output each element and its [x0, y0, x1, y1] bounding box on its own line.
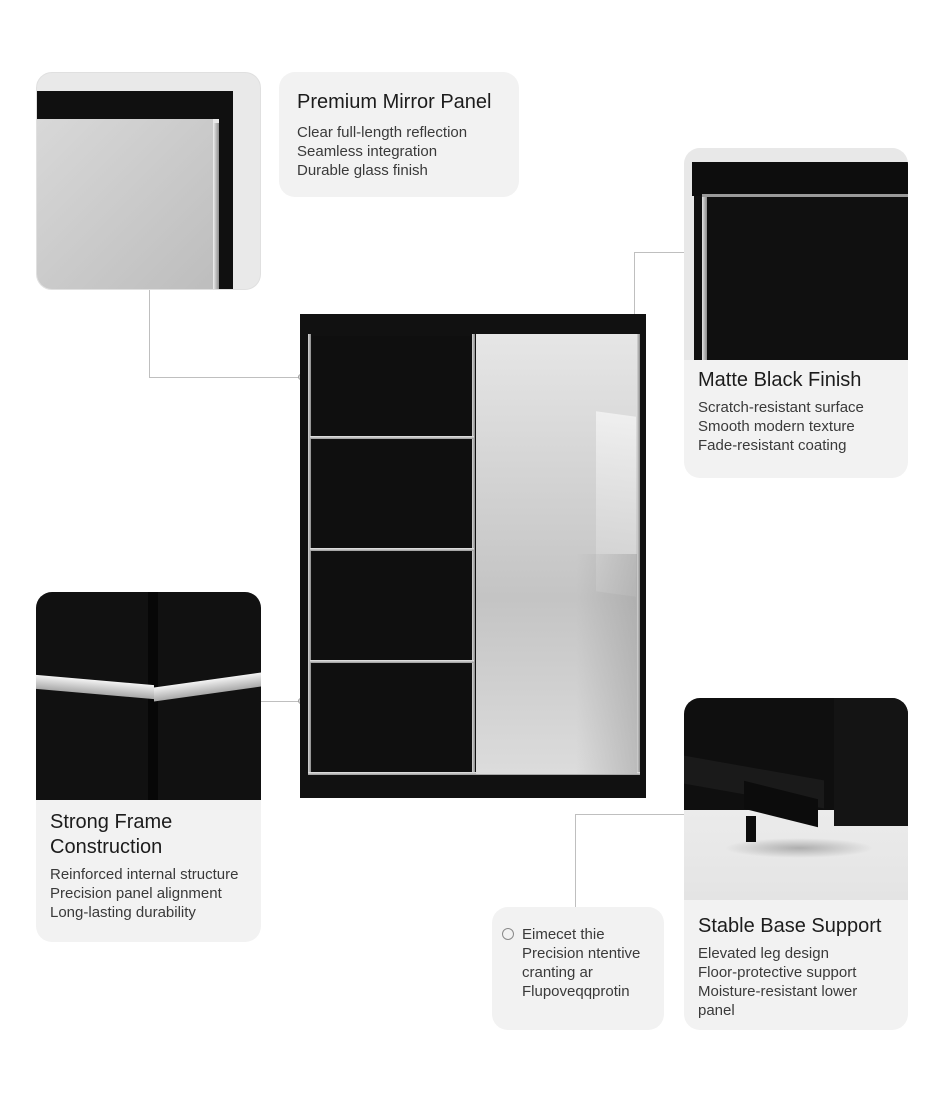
strong-frame-title-line-2: Construction [50, 836, 163, 858]
wardrobe-product [300, 314, 646, 798]
precision-line-3: cranting ar [522, 964, 593, 981]
wardrobe-mirror-door [476, 334, 637, 774]
stable-base-cabinet-edge [834, 698, 908, 826]
connector-mirror-vertical [149, 289, 150, 377]
wardrobe-rail-h-2 [310, 548, 474, 551]
mirror-closeup-top-frame [37, 91, 233, 119]
connector-frame-horizontal [260, 701, 300, 702]
precision-line-4: Flupoveqqprotin [522, 983, 630, 1000]
matte-black-closeup-image [684, 148, 908, 360]
mirror-panel-line-2: Seamless integration [297, 143, 438, 160]
matte-black-rail [702, 196, 707, 360]
precision-line-1: Eimecet thie [522, 926, 605, 943]
matte-black-line-1: Scratch-resistant surface [698, 399, 864, 416]
matte-black-panel [694, 196, 908, 360]
wardrobe-panel-1 [312, 336, 472, 436]
mirror-panel-line-1: Clear full-length reflection [297, 124, 468, 141]
strong-frame-closeup-image [36, 592, 261, 800]
wardrobe-rail-h-3 [310, 660, 474, 663]
stable-base-title: Stable Base Support [698, 915, 882, 937]
mirror-reflection-shadow [576, 554, 637, 774]
stable-base-closeup-image [684, 698, 908, 900]
connector-matte-horizontal [634, 252, 686, 253]
matte-black-top-frame [692, 162, 908, 196]
matte-black-line-2: Smooth modern texture [698, 418, 855, 435]
strong-frame-line-1: Reinforced internal structure [50, 866, 239, 883]
stable-base-shadow [724, 838, 874, 858]
mirror-closeup-card [36, 72, 261, 290]
wardrobe-panel-4 [312, 664, 472, 772]
precision-card [492, 907, 664, 1030]
connector-base-horizontal [575, 814, 685, 815]
strong-frame-card [36, 592, 261, 942]
strong-frame-rail-right [154, 672, 261, 701]
circle-outline-icon [502, 928, 514, 940]
wardrobe-left-rail [308, 334, 311, 774]
wardrobe-rail-h-1 [310, 436, 474, 439]
wardrobe-right-rail [637, 334, 640, 774]
connector-matte-vertical [634, 252, 635, 320]
matte-black-rail-top [702, 194, 908, 197]
connector-mirror-horizontal [149, 377, 299, 378]
mirror-closeup-rail [213, 123, 219, 290]
precision-line-2: Precision ntentive [522, 945, 641, 962]
stable-base-line-2: Floor-protective support [698, 964, 857, 981]
wardrobe-panel-3 [312, 552, 472, 660]
stable-base-card [684, 698, 908, 1030]
strong-frame-line-2: Precision panel alignment [50, 885, 222, 902]
mirror-panel-line-3: Durable glass finish [297, 162, 428, 179]
wardrobe-middle-rail [472, 334, 475, 774]
strong-frame-line-3: Long-lasting durability [50, 904, 196, 921]
matte-black-line-3: Fade-resistant coating [698, 437, 847, 454]
stable-base-line-4: panel [698, 1002, 735, 1019]
mirror-closeup-glass [37, 119, 213, 290]
strong-frame-title-line-1: Strong Frame [50, 811, 173, 833]
connector-base-vertical [575, 814, 576, 908]
mirror-panel-card [279, 72, 519, 197]
stable-base-line-1: Elevated leg design [698, 945, 829, 962]
strong-frame-rail-left [36, 675, 154, 699]
matte-black-card [684, 148, 908, 478]
mirror-panel-title: Premium Mirror Panel [297, 91, 492, 113]
stable-base-line-3: Moisture-resistant lower [698, 983, 858, 1000]
wardrobe-panel-2 [312, 440, 472, 548]
matte-black-title: Matte Black Finish [698, 369, 862, 391]
mirror-closeup-side-frame [219, 91, 233, 290]
